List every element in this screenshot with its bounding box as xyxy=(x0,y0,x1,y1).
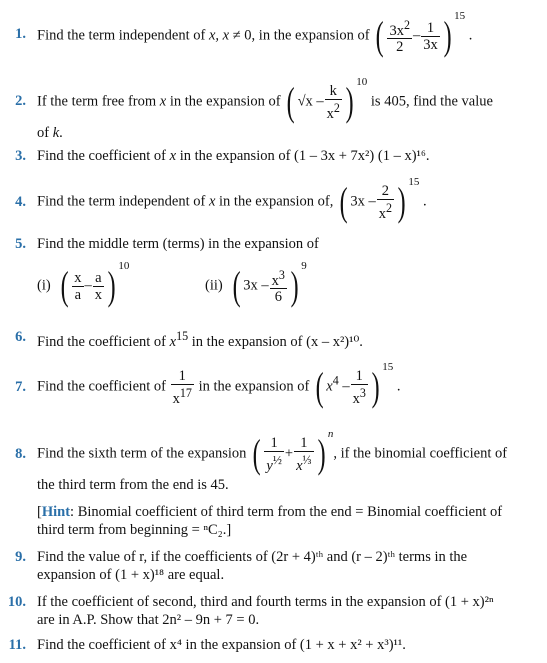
right-paren: ) xyxy=(397,179,406,224)
term: 3x – xyxy=(350,193,376,210)
term: 3x – xyxy=(243,277,269,294)
question-text-line2: the third term from the end is 45. xyxy=(37,477,229,493)
numerator: x xyxy=(74,269,82,286)
operator: – xyxy=(413,27,421,44)
denominator: 2 xyxy=(396,39,404,56)
denominator: x xyxy=(172,390,180,407)
right-paren: ) xyxy=(290,263,299,308)
left-paren: ( xyxy=(232,263,241,308)
denominator: x xyxy=(296,457,303,474)
exponent: 2 xyxy=(403,17,411,32)
question-text xyxy=(37,10,473,58)
text: Find the sixth term of the expansion xyxy=(37,445,251,462)
numerator: 1 xyxy=(294,435,314,452)
text: . xyxy=(396,378,401,395)
denominator: x xyxy=(352,390,360,407)
hint: [Hint: Binomial coefficient of third term from the end = Binomial coefficient of xyxy=(37,504,503,520)
question-number: 10. xyxy=(7,594,26,610)
text: . xyxy=(422,193,427,210)
question-text xyxy=(37,428,508,476)
exponent: 17 xyxy=(179,385,192,400)
question-text: Find the value of r, if the coefficients of (2r + 4)ᵗʰ and (r – 2)ᵗʰ terms in the xyxy=(37,549,468,565)
exponent: 2 xyxy=(333,100,340,115)
hint-line2: third term from beginning = ⁿC₂.] xyxy=(37,522,232,538)
variable: x xyxy=(169,148,177,164)
question-text xyxy=(37,76,493,124)
numerator: 3x xyxy=(389,22,404,39)
question-text xyxy=(37,176,427,224)
operator: – xyxy=(84,277,92,294)
question-number: 2. xyxy=(15,93,26,109)
fraction xyxy=(351,368,368,407)
question-text-line2 xyxy=(37,125,63,142)
question-text xyxy=(37,329,363,351)
denominator: x xyxy=(326,105,334,122)
left-paren: ( xyxy=(339,179,348,224)
denominator: x xyxy=(378,205,386,222)
question-number: 8. xyxy=(15,446,26,462)
fraction xyxy=(171,368,194,407)
denominator: x xyxy=(94,286,103,303)
hint-text: : Binomial coefficient of third term from the end = Binomial coefficient of xyxy=(70,504,503,520)
numerator: 1 xyxy=(171,368,194,385)
question-number: 4. xyxy=(15,194,26,210)
text: Find the coefficient of xyxy=(37,148,170,164)
variable: x xyxy=(159,93,167,110)
left-paren: ( xyxy=(252,431,261,476)
term: x xyxy=(326,378,333,395)
question-text: Find the coefficient of x⁴ in the expansion of (1 + x + x² + x³)¹¹. xyxy=(37,637,406,653)
text: , if the binomial coefficient of xyxy=(333,445,508,462)
numerator: x xyxy=(271,272,279,289)
question-text xyxy=(37,148,430,165)
numerator: 1 xyxy=(421,20,440,37)
fraction xyxy=(72,270,83,303)
hint-label: Hint xyxy=(41,504,71,520)
fraction xyxy=(387,17,412,56)
question-text: If the coefficient of second, third and fourth terms in the expansion of (1 + x)²ⁿ xyxy=(37,594,494,610)
left-paren: ( xyxy=(286,79,295,124)
operator: + xyxy=(284,445,294,462)
text: in the expansion of xyxy=(194,378,313,395)
variable: x xyxy=(208,193,216,210)
text: Find the coefficient of xyxy=(37,378,170,395)
denominator: 6 xyxy=(274,289,282,306)
right-paren: ) xyxy=(443,13,452,58)
fraction xyxy=(264,435,284,474)
power: 10 xyxy=(356,76,368,89)
numerator: 2 xyxy=(377,183,394,200)
left-paren: ( xyxy=(375,13,384,58)
sub-label: (ii) xyxy=(205,277,223,294)
fraction xyxy=(325,83,342,122)
question-text-line2: expansion of (1 + x)¹⁸ are equal. xyxy=(37,567,225,583)
question-text xyxy=(37,361,401,409)
left-paren: ( xyxy=(60,263,69,308)
power: 15 xyxy=(382,361,394,374)
denominator: a xyxy=(74,286,82,303)
fraction xyxy=(377,183,394,222)
text: ≠ 0, in the expansion of xyxy=(229,27,374,44)
question-number: 9. xyxy=(15,549,26,565)
question-number: 7. xyxy=(15,379,26,395)
sub-part-ii xyxy=(205,260,307,308)
text: . xyxy=(468,27,473,44)
question-number: 6. xyxy=(15,329,26,345)
question-text-line2: are in A.P. Show that 2n² – 9n + 7 = 0. xyxy=(37,612,260,628)
exponent: 4 xyxy=(332,373,339,388)
operator: – xyxy=(338,378,350,395)
question-number: 11. xyxy=(8,637,26,653)
exponent: 2 xyxy=(385,200,393,215)
text: Find the term independent of xyxy=(37,193,209,210)
exponent: ⅓ xyxy=(302,452,312,467)
text: in the expansion of, xyxy=(215,193,338,210)
power: n xyxy=(327,428,334,441)
numerator: a xyxy=(93,270,104,287)
variable: x, x xyxy=(208,27,230,44)
text: Find the term independent of xyxy=(37,27,209,44)
sub-label: (i) xyxy=(37,277,51,294)
power: 9 xyxy=(301,260,307,273)
right-paren: ) xyxy=(371,364,380,409)
exponent: ½ xyxy=(272,452,282,467)
text: is 405, find the value xyxy=(367,93,493,110)
question-number: 1. xyxy=(15,26,26,42)
right-paren: ) xyxy=(107,263,116,308)
text: If the term free from xyxy=(37,93,160,110)
variable: k xyxy=(52,125,60,141)
fraction xyxy=(421,20,440,53)
exponent: 3 xyxy=(359,385,366,400)
question-text: Find the middle term (terms) in the expansion of xyxy=(37,236,319,252)
denominator: y xyxy=(266,457,273,474)
text: in the expansion of (x – x²)¹⁰. xyxy=(188,333,363,350)
numerator: k xyxy=(325,83,342,100)
exponent: 15 xyxy=(176,329,189,343)
right-paren: ) xyxy=(317,431,326,476)
variable: x xyxy=(169,333,177,350)
numerator: 1 xyxy=(264,435,284,452)
question-number: 3. xyxy=(15,148,26,164)
sqrt-term: √x – xyxy=(297,93,324,110)
left-paren: ( xyxy=(315,364,324,409)
power: 10 xyxy=(118,260,130,273)
fraction xyxy=(294,435,314,474)
numerator: 1 xyxy=(351,368,368,385)
text: in the expansion of (1 – 3x + 7x²) (1 – x)¹⁶. xyxy=(176,148,430,164)
fraction xyxy=(270,267,287,306)
question-number: 5. xyxy=(15,236,26,252)
power: 15 xyxy=(408,176,420,189)
exponent: 3 xyxy=(278,267,285,282)
text: . xyxy=(59,125,63,141)
sub-part-i xyxy=(37,260,130,308)
text: in the expansion of xyxy=(166,93,285,110)
denominator: 3x xyxy=(423,36,438,53)
power: 15 xyxy=(454,10,466,23)
text: of xyxy=(37,125,53,141)
text: Find the coefficient of xyxy=(37,333,170,350)
fraction xyxy=(93,270,104,303)
right-paren: ) xyxy=(345,79,354,124)
